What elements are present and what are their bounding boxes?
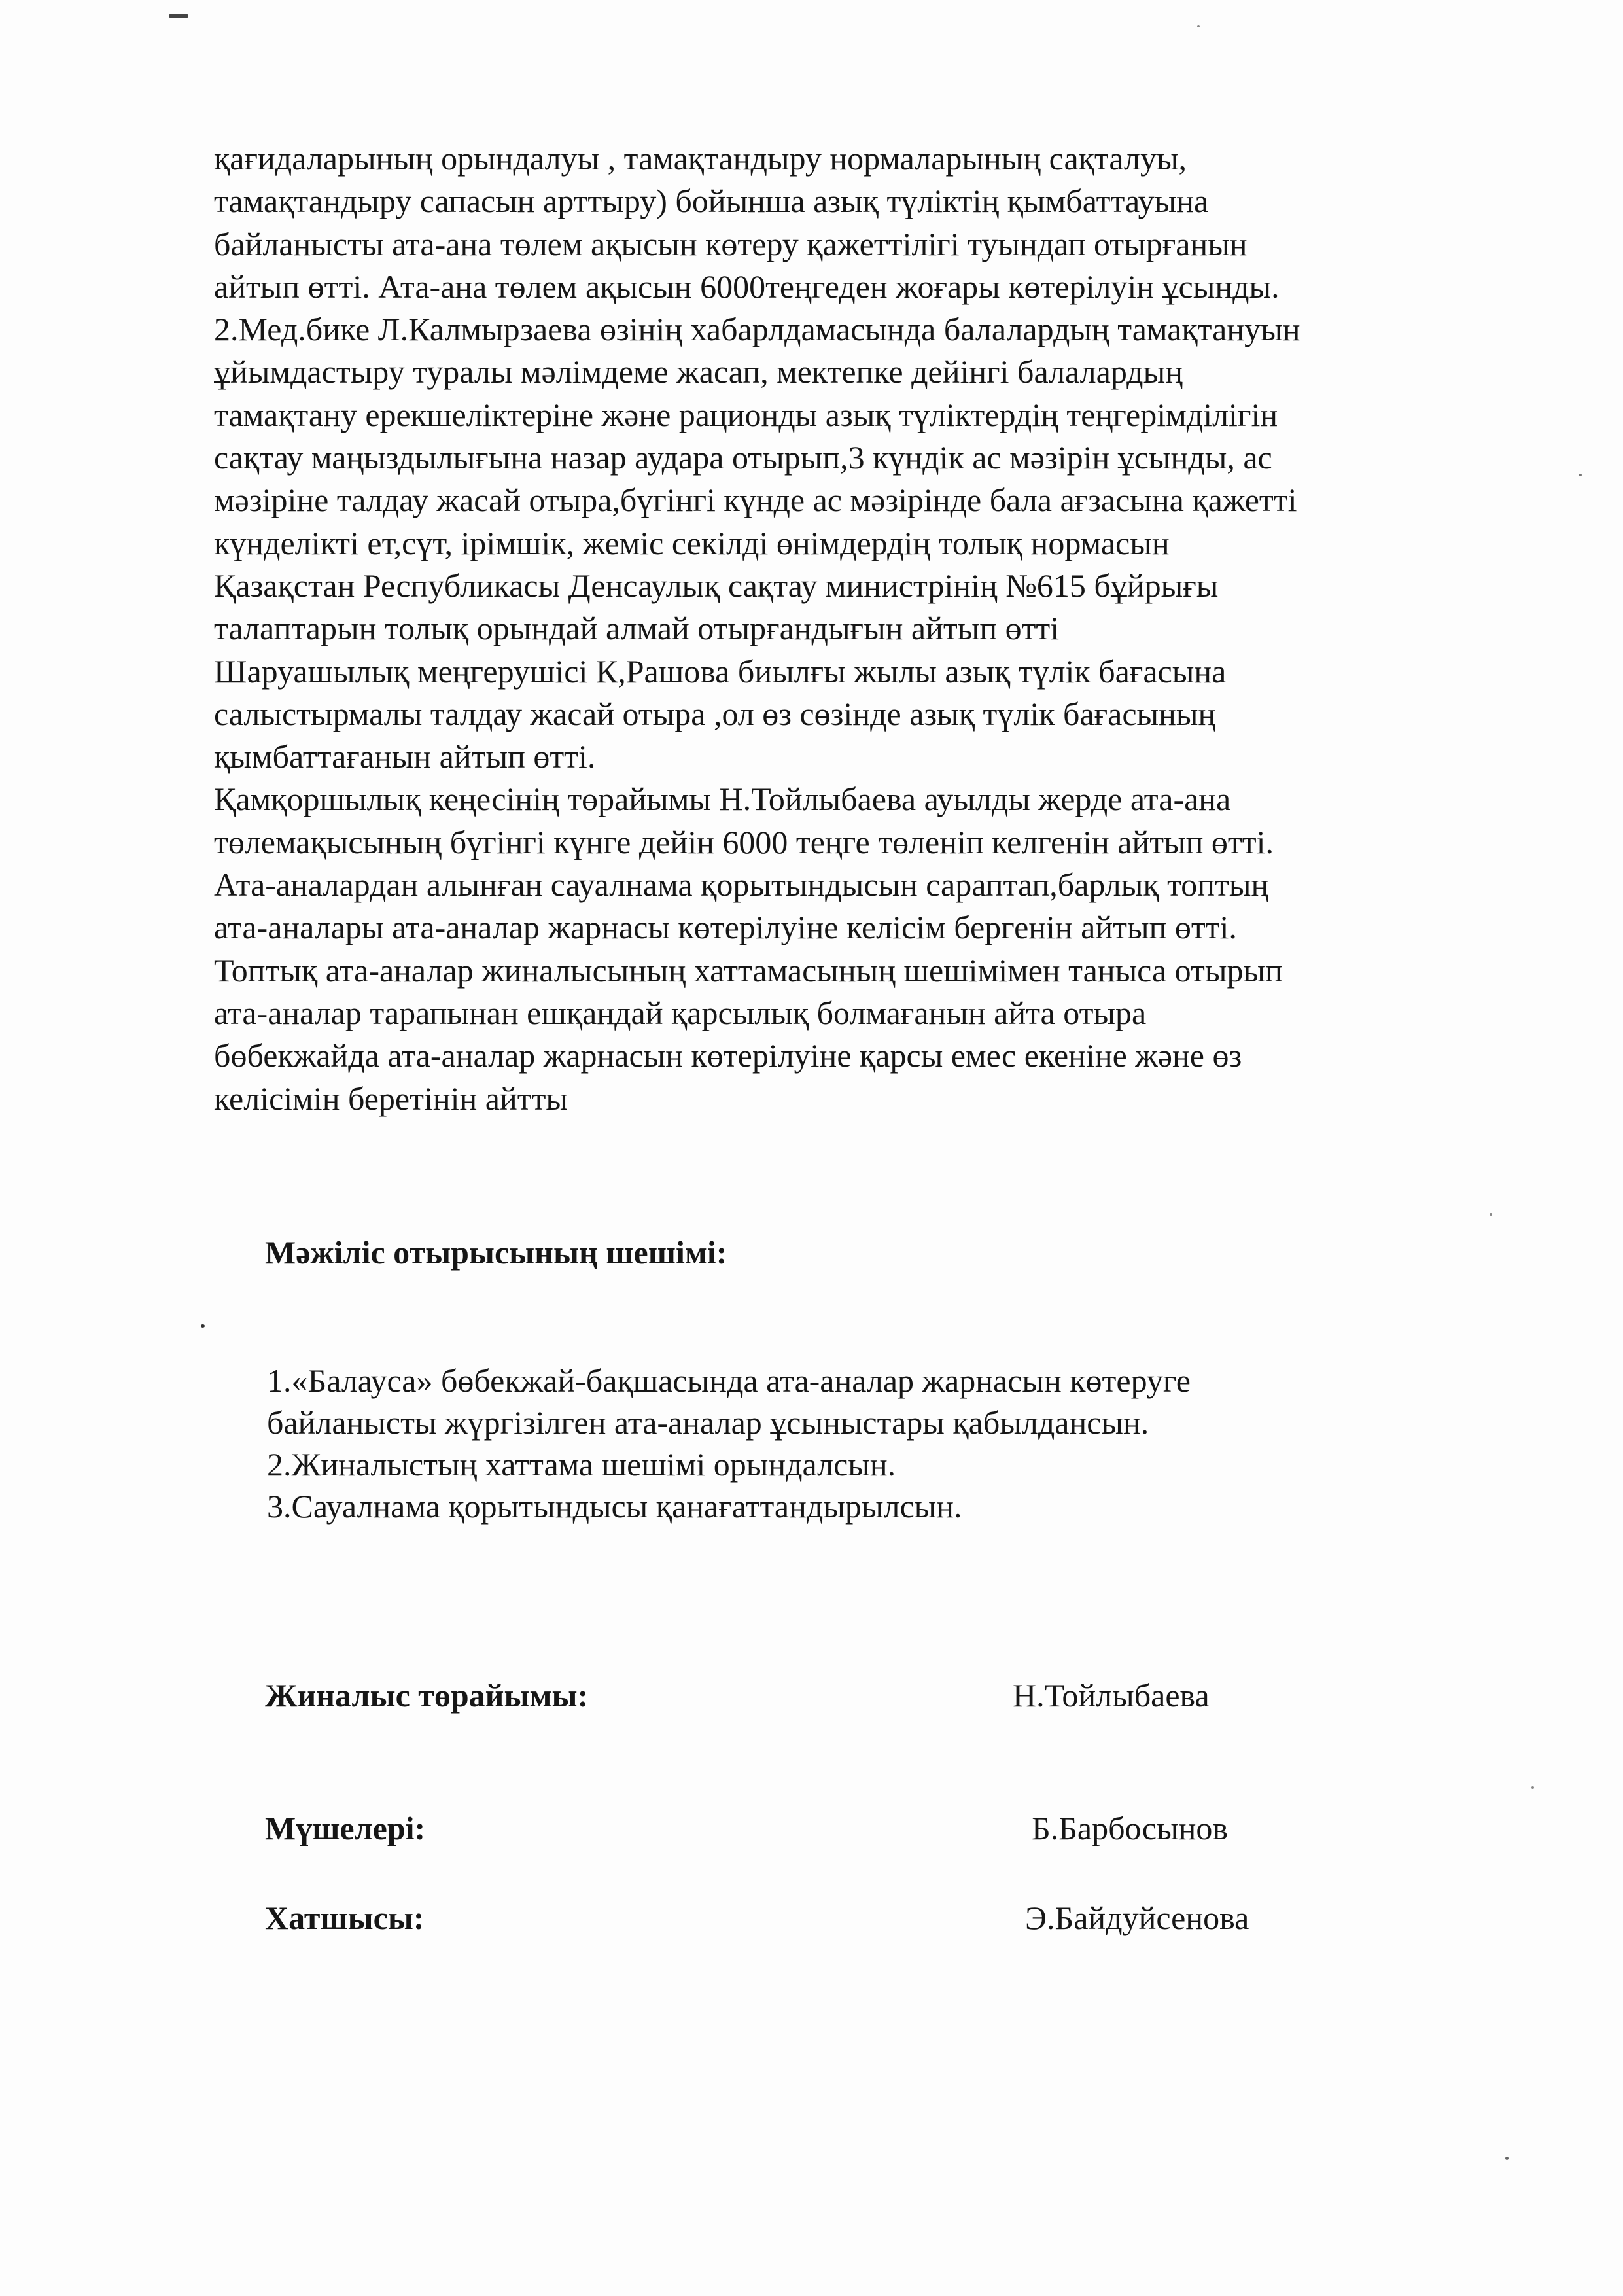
body-line: сақтау маңыздылығына назар аудара отырып,3 күндік ас мәзірін ұсынды, ас	[214, 439, 1272, 476]
decision-item: байланысты жүргізілген ата-аналар ұсыныстары қабылдансын.	[267, 1404, 1149, 1441]
body-line: Қамқоршылық кеңесінің төрайымы Н.Тойлыбаева ауылды жерде ата-ана	[214, 781, 1231, 818]
body-line: ата-аналары ата-аналар жарнасы көтерілуіне келісім бергенін айтып өтті.	[214, 909, 1237, 946]
scan-speck	[201, 1324, 205, 1328]
body-line: ата-аналар тарапынан ешқандай қарсылық болмағанын айта отыра	[214, 994, 1147, 1031]
body-line: келісімін беретінін айтты	[214, 1080, 568, 1117]
chair-name: Н.Тойлыбаева	[1013, 1677, 1210, 1714]
scan-speck	[1505, 2157, 1509, 2160]
body-line: айтып өтті. Ата-ана төлем ақысын 6000теңгеден жоғары көтерілуін ұсынды.	[214, 268, 1280, 305]
members-name: Б.Барбосынов	[1032, 1810, 1228, 1846]
secretary-name: Э.Байдуйсенова	[1025, 1899, 1249, 1936]
body-line: төлемақысының бүгінгі күнге дейін 6000 теңге төленіп келгенін айтып өтті.	[214, 823, 1274, 860]
body-line: бөбекжайда ата-аналар жарнасын көтерілуіне қарсы емес екеніне және өз	[214, 1037, 1242, 1074]
body-line: 2.Мед.бике Л.Калмырзаева өзінің хабарлдамасында балалардың тамақтануын	[214, 311, 1300, 348]
body-line: Қазақстан Республикасы Денсаулық сақтау министрінің №615 бұйрығы	[214, 567, 1219, 604]
body-line: қағидаларының орындалуы , тамақтандыру нормаларының сақталуы,	[214, 140, 1187, 177]
body-line: қымбаттағанын айтып өтті.	[214, 738, 596, 775]
chair-label: Жиналыс төрайымы:	[265, 1677, 589, 1714]
body-line: Топтық ата-аналар жиналысының хаттамасының шешімімен таныса отырып	[214, 951, 1283, 989]
scan-speck	[1490, 1213, 1492, 1216]
body-line: ұйымдастыру туралы мәлімдеме жасап, мектепке дейінгі балалардың	[214, 353, 1183, 391]
decision-item: 3.Сауалнама қорытындысы қанағаттандырылсын.	[267, 1488, 962, 1525]
body-line: талаптарын толық орындай алмай отырғандығын айтып өтті	[214, 610, 1060, 647]
body-line: тамақтану ерекшеліктеріне және рационды азық түліктердің теңгерімділігін	[214, 396, 1278, 433]
body-line: күнделікті ет,сүт, ірімшік, жеміс секілді өнімдердің толық нормасын	[214, 524, 1170, 561]
protocol-body-text	[214, 137, 1516, 1120]
scan-speck	[1197, 25, 1200, 27]
body-line: Шаруашылық меңгерушісі К,Рашова биылғы жылы азық түлік бағасына	[214, 652, 1227, 690]
decision-list	[267, 1360, 1191, 1527]
body-line: тамақтандыру сапасын арттыру) бойынша азық түліктің қымбаттауына	[214, 183, 1209, 220]
scan-speck	[169, 14, 188, 18]
decision-item: 1.«Балауса» бөбекжай-бақшасында ата-аналар жарнасын көтеруге	[267, 1362, 1191, 1399]
body-line: байланысты ата-ана төлем ақысын көтеру қажеттілігі туындап отырғанын	[214, 225, 1248, 262]
secretary-label: Хатшысы:	[265, 1899, 425, 1936]
decision-heading: Мәжіліс отырысының шешімі:	[265, 1234, 727, 1271]
members-label: Мүшелері:	[265, 1810, 426, 1846]
scan-speck	[1531, 1786, 1534, 1789]
body-line: салыстырмалы талдау жасай отыра ,ол өз сөзінде азық түлік бағасының	[214, 695, 1216, 732]
scan-speck	[1579, 474, 1582, 476]
decision-item: 2.Жиналыстың хаттама шешімі орындалсын.	[267, 1446, 896, 1483]
body-line: Ата-аналардан алынған сауалнама қорытындысын сараптап,барлық топтың	[214, 866, 1269, 904]
body-line: мәзіріне талдау жасай отыра,бүгінгі күнде ас мәзірінде бала ағзасына қажетті	[214, 482, 1297, 519]
